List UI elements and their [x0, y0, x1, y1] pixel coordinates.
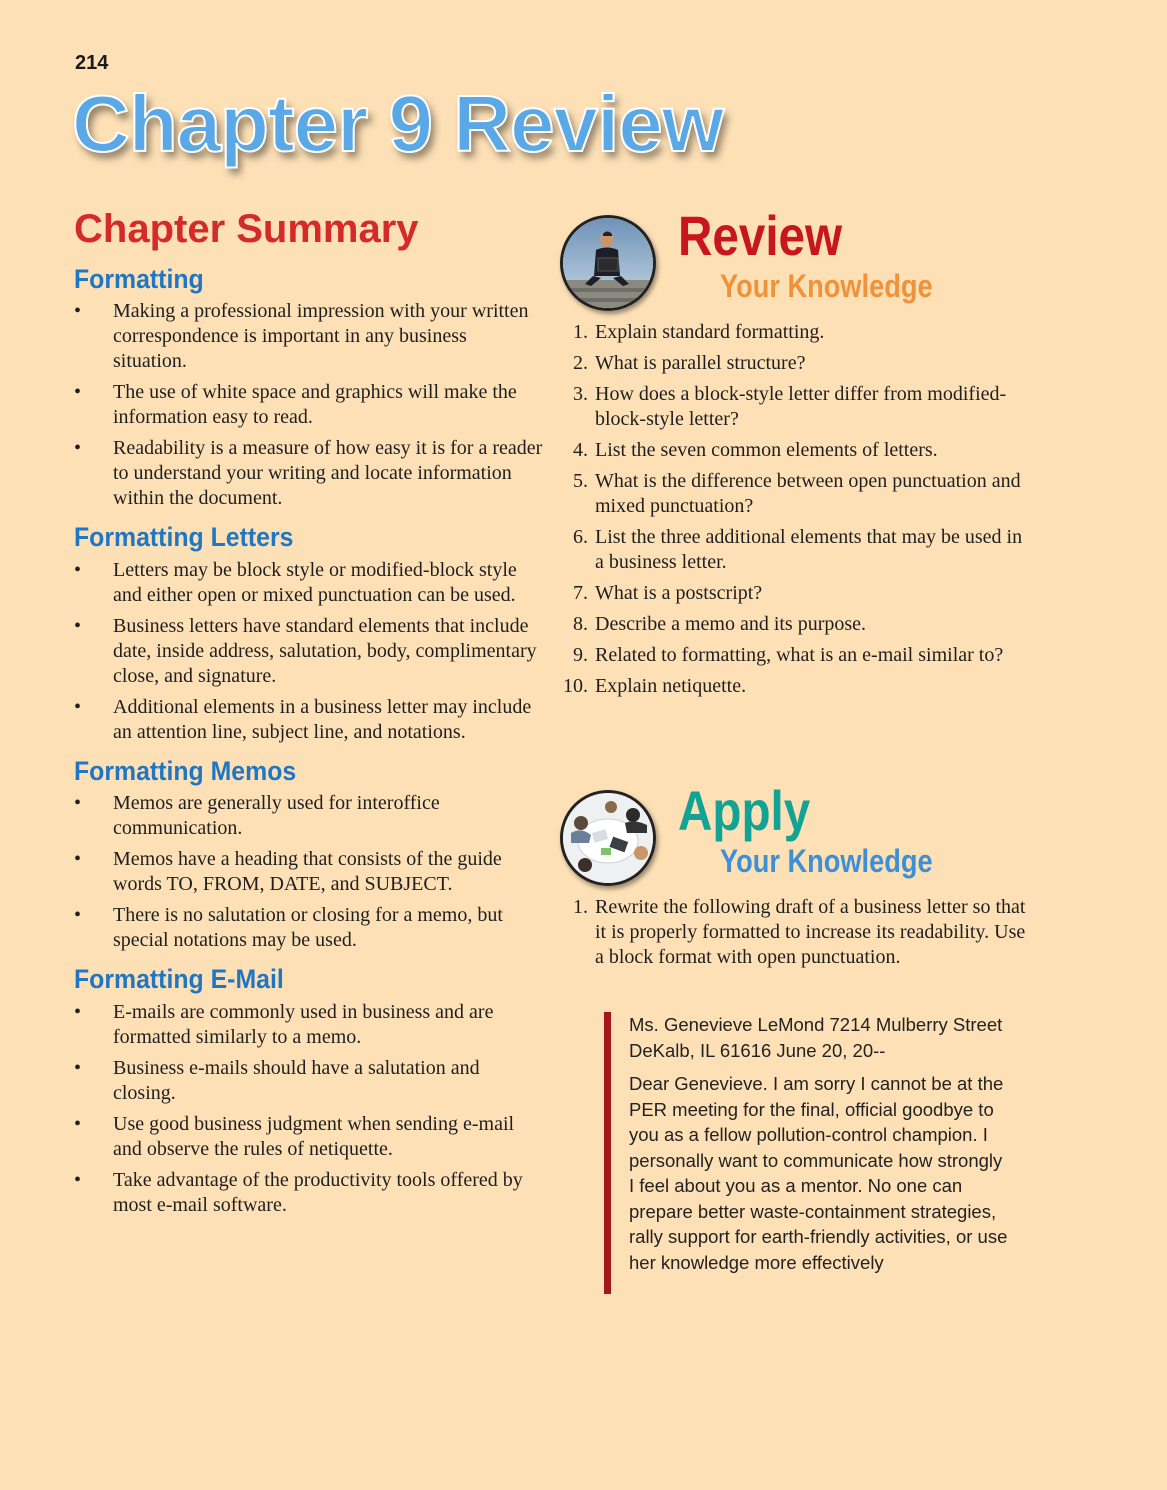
question-number: 10.: [563, 675, 588, 697]
section-title-formatting-email: Formatting E-Mail: [74, 964, 284, 995]
question-number: 5.: [573, 470, 588, 492]
section-title-formatting: Formatting: [74, 264, 204, 294]
review-questions: [560, 320, 1030, 705]
list-item: [560, 525, 1030, 575]
question-text: List the three additional elements that may be used in a business letter.: [595, 526, 1023, 573]
bullet-list: [74, 1000, 544, 1218]
question-text: Explain standard formatting.: [595, 321, 825, 343]
list-item: • Memos have a heading that consists of the guide words TO, FROM, DATE, and SUBJECT.: [74, 847, 544, 897]
list-item: • Letters may be block style or modified-block style and either open or mixed punctuation can be used.: [74, 558, 544, 608]
question-number: 8.: [573, 613, 588, 635]
list-item: • Take advantage of the productivity tools offered by most e-mail software.: [74, 1168, 544, 1218]
question-number: 1.: [573, 896, 588, 918]
apply-questions: [560, 895, 1030, 976]
list-item: • Use good business judgment when sending e-mail and observe the rules of netiquette.: [74, 1112, 544, 1162]
bullet-list: [74, 558, 544, 745]
question-text: How does a block-style letter differ from modified-block-style letter?: [595, 383, 1007, 430]
list-item: • Readability is a measure of how easy it is for a reader to understand your writing and locate information within the document.: [74, 436, 544, 511]
list-item: • E-mails are commonly used in business and are formatted similarly to a memo.: [74, 1000, 544, 1050]
list-item: [560, 612, 1030, 637]
list-item: • The use of white space and graphics will make the information easy to read.: [74, 380, 544, 430]
question-text: List the seven common elements of letters.: [595, 439, 938, 461]
letter-draft: [604, 1012, 1009, 1294]
question-text: Describe a memo and its purpose.: [595, 613, 867, 635]
question-number: 4.: [573, 439, 588, 461]
chapter-summary: [74, 205, 544, 1224]
letter-body: Dear Genevieve. I am sorry I cannot be at the PER meeting for the final, official goodbye to you as a fellow pollution-control champion. I personally want to communicate how strongly I feel about you as a mentor. No one can prepare better waste-containment strategies, rally support for earth-friendly activities, or use her knowledge more effectively: [629, 1073, 1008, 1273]
question-number: 2.: [573, 352, 588, 374]
list-item: [560, 643, 1030, 668]
list-item: • There is no salutation or closing for a memo, but special notations may be used.: [74, 903, 544, 953]
review-small-word: Your Knowledge: [720, 268, 933, 304]
list-item: [560, 438, 1030, 463]
bullet-list: [74, 791, 544, 953]
question-text: What is the difference between open punctuation and mixed punctuation?: [595, 470, 1021, 517]
list-item: • Business letters have standard elements that include date, inside address, salutation, body, complimentary close, and signature.: [74, 614, 544, 689]
list-item: [560, 895, 1030, 970]
question-number: 3.: [573, 383, 588, 405]
bullet-list: [74, 299, 544, 511]
review-big-word: Review: [678, 204, 843, 267]
question-text: What is parallel structure?: [595, 352, 806, 374]
section-title-formatting-letters: Formatting Letters: [74, 522, 294, 553]
apply-big-word: Apply: [678, 779, 811, 842]
question-number: 7.: [573, 582, 588, 604]
question-number: 9.: [573, 644, 588, 666]
question-text: Rewrite the following draft of a business letter so that it is properly formatted to increase its readability. Use a block format with open punctuation.: [595, 896, 1026, 968]
question-number: 1.: [573, 321, 588, 343]
summary-heading: Chapter Summary: [74, 207, 419, 251]
chapter-title: Chapter 9 Review: [72, 79, 723, 168]
businessman-laptop-photo: [560, 215, 656, 311]
list-item: • Memos are generally used for interoffice communication.: [74, 791, 544, 841]
list-item: • Business e-mails should have a salutation and closing.: [74, 1056, 544, 1106]
list-item: [560, 351, 1030, 376]
question-text: Explain netiquette.: [595, 675, 747, 697]
list-item: • Making a professional impression with your written correspondence is important in any business situation.: [74, 299, 544, 374]
apply-header: [560, 779, 1060, 890]
list-item: [560, 320, 1030, 345]
page-number: 214: [75, 52, 109, 74]
team-meeting-photo: [560, 790, 656, 886]
section-title-formatting-memos: Formatting Memos: [74, 755, 297, 786]
letter-address: Ms. Genevieve LeMond 7214 Mulberry Street DeKalb, IL 61616 June 20, 20--: [629, 1014, 1003, 1061]
question-text: What is a postscript?: [595, 582, 763, 604]
list-item: [560, 469, 1030, 519]
list-item: [560, 382, 1030, 432]
review-header: [560, 204, 1060, 315]
list-item: [560, 674, 1030, 699]
list-item: [560, 581, 1030, 606]
apply-small-word: Your Knowledge: [720, 843, 933, 879]
list-item: • Additional elements in a business letter may include an attention line, subject line, and notations.: [74, 695, 544, 745]
question-text: Related to formatting, what is an e-mail similar to?: [595, 644, 1004, 666]
question-number: 6.: [573, 526, 588, 548]
